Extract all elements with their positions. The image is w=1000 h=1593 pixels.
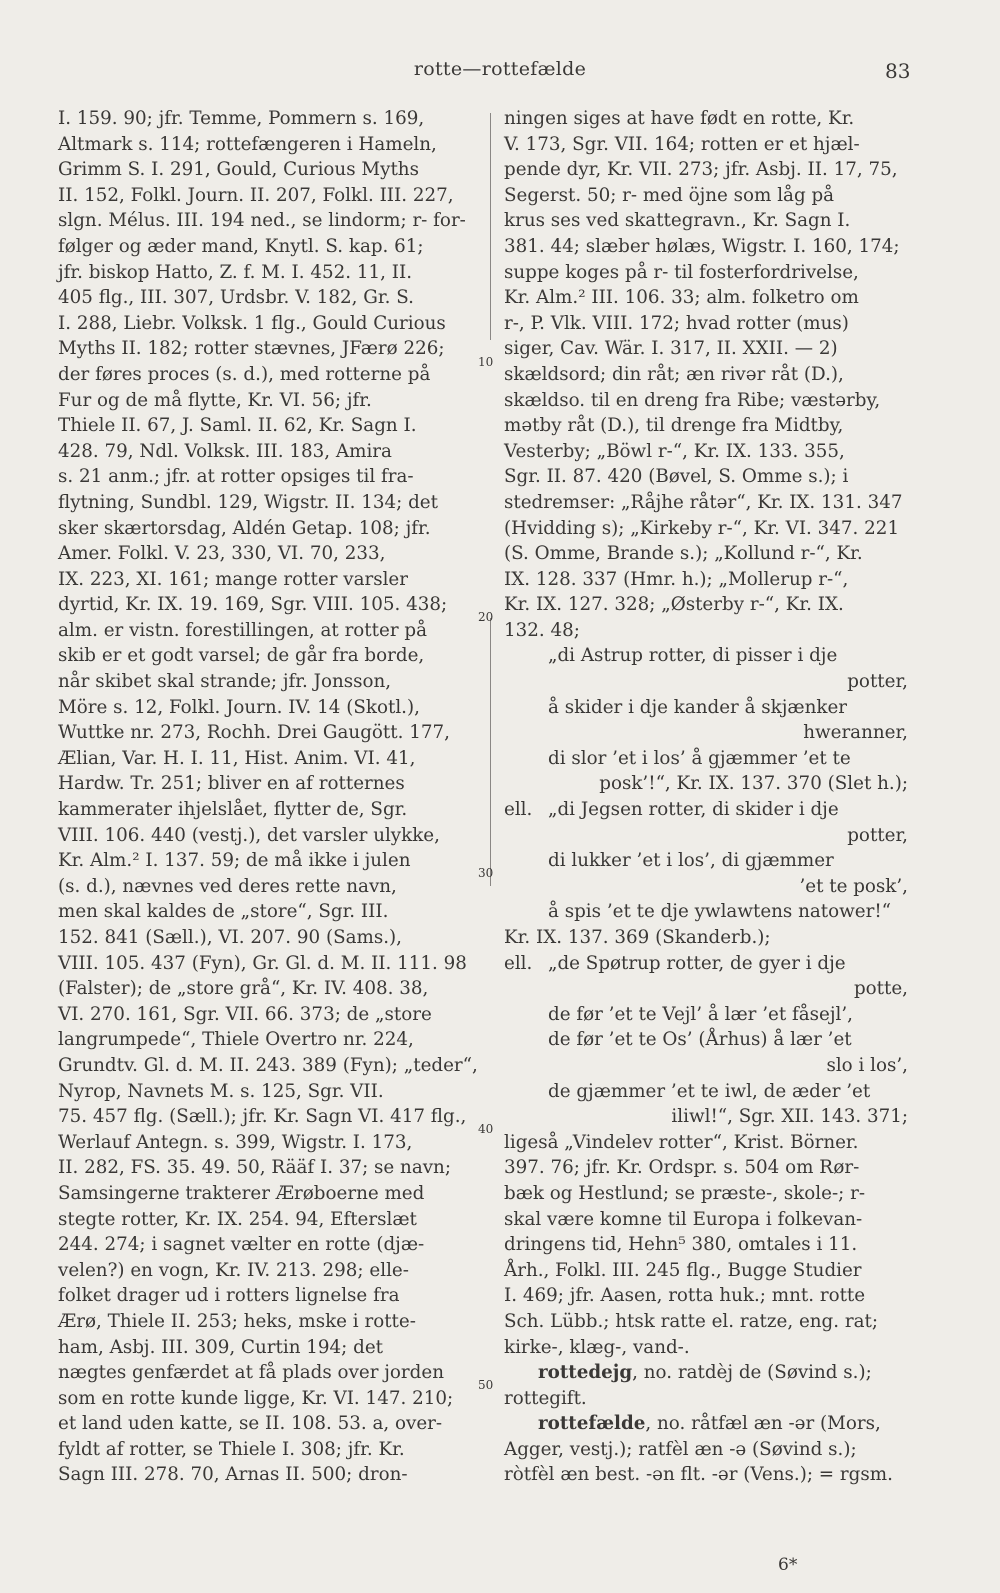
text-line: r-, P. Vlk. VIII. 172; hvad rotter (mus) <box>504 312 849 334</box>
text-line: Möre s. 12, Folkl. Journ. IV. 14 (Skotl.), <box>58 696 420 718</box>
text-line: folket drager ud i rotters lignelse fra <box>58 1285 400 1307</box>
text-line: bæk og Hestlund; se præste-, skole-; r- <box>504 1182 866 1204</box>
text-line: der føres proces (s. d.), med rotterne på <box>58 363 431 385</box>
text-line: Ælian, Var. H. I. 11, Hist. Anim. VI. 41, <box>58 747 416 769</box>
text-line: II. 282, FS. 35. 49. 50, Rääf I. 37; se navn; <box>58 1157 451 1179</box>
text-line: 381. 44; slæber hølæs, Wigstr. I. 160, 174; <box>504 235 900 257</box>
text-line: sker skærtorsdag, Aldén Getap. 108; jfr. <box>58 517 431 539</box>
text-line: flytning, Sundbl. 129, Wigstr. II. 134; det <box>58 491 438 513</box>
text-line: IX. 223, XI. 161; mange rotter varsler <box>58 568 408 590</box>
text-line: Grimm S. I. 291, Gould, Curious Myths <box>58 159 419 181</box>
text-line: jfr. biskop Hatto, Z. f. M. I. 452. 11, II. <box>58 261 413 283</box>
verse-line <box>504 797 926 823</box>
text-line: dringens tid, Hehn⁵ 380, omtales i 11. <box>504 1234 858 1256</box>
verse-line: slo i los’, <box>826 1054 908 1076</box>
verse-line: di lukker ’et i los’, di gjæmmer <box>548 850 834 872</box>
text-line: men skal kaldes de „store“, Sgr. III. <box>58 901 389 923</box>
text-line: Segerst. 50; r- med öjne som låg på <box>504 184 835 206</box>
text-line: ròtfèl æn best. -ən flt. -ər (Vens.); = rgsm. <box>504 1464 893 1486</box>
verse-text: „di Jegsen rotter, di skider i dje <box>548 799 839 821</box>
line-number: 10 <box>478 355 494 369</box>
text-line: siger, Cav. Wär. I. 317, II. XXII. — 2) <box>504 338 838 360</box>
text-line: følger og æder mand, Knytl. S. kap. 61; <box>58 235 424 257</box>
text-line: Amer. Folkl. V. 23, 330, VI. 70, 233, <box>58 543 386 565</box>
text-line: kirke-, klæg-, vand-. <box>504 1336 690 1358</box>
verse-line: ’et te posk’, <box>799 875 908 897</box>
left-column <box>58 106 478 1488</box>
text-line: s. 21 anm.; jfr. at rotter opsiges til fra- <box>58 466 414 488</box>
text-line: Altmark s. 114; rottefængeren i Hameln, <box>58 133 437 155</box>
text-line: 428. 79, Ndl. Volksk. III. 183, Amira <box>58 440 392 462</box>
text-line: VIII. 106. 440 (vestj.), det varsler ulykke, <box>58 824 440 846</box>
text-line: når skibet skal strande; jfr. Jonsson, <box>58 671 392 693</box>
entry-text: , no. ratdèj de (Søvind s.); <box>632 1362 872 1384</box>
text-line: Werlauf Antegn. s. 399, Wigstr. I. 173, <box>58 1131 413 1153</box>
verse-line: iliwl!“, Sgr. XII. 143. 371; <box>671 1106 908 1128</box>
text-line: V. 173, Sgr. VII. 164; rotten er et hjæl- <box>504 133 860 155</box>
text-line: Sgr. II. 87. 420 (Bøvel, S. Omme s.); i <box>504 466 849 488</box>
line-number: 30 <box>478 866 494 880</box>
text-line: Hardw. Tr. 251; bliver en af rotternes <box>58 773 405 795</box>
text-line: ligeså „Vindelev rotter“, Krist. Börner. <box>504 1131 859 1153</box>
text-line: II. 152, Folkl. Journ. II. 207, Folkl. III. 227, <box>58 184 454 206</box>
text-line: (Falster); de „store grå“, Kr. IV. 408. 38, <box>58 978 429 1000</box>
verse-line: hweranner, <box>803 722 908 744</box>
text-line: Sch. Lübb.; htsk ratte el. ratze, eng. rat; <box>504 1310 879 1332</box>
verse-line: potte, <box>853 978 908 1000</box>
text-line: fyldt af rotter, se Thiele I. 308; jfr. Kr. <box>58 1438 405 1460</box>
line-number: 40 <box>478 1122 494 1136</box>
text-line: nægtes genfærdet at få plads over jorden <box>58 1362 444 1384</box>
text-line: (Hvidding s); „Kirkeby r-“, Kr. VI. 347. 221 <box>504 517 900 539</box>
verse-line: „di Astrup rotter, di pisser i dje <box>548 645 838 667</box>
column-divider <box>490 618 491 886</box>
text-line: 75. 457 flg. (Sæll.); jfr. Kr. Sagn VI. 417 flg., <box>58 1106 467 1128</box>
text-line: Wuttke nr. 273, Rochh. Drei Gaugött. 177, <box>58 722 450 744</box>
text-line: skældso. til en dreng fra Ribe; væstərby, <box>504 389 881 411</box>
text-line: (s. d.), nævnes ved deres rette navn, <box>58 875 397 897</box>
verse-line: å skider i dje kander å skjænker <box>548 696 847 718</box>
line-number: 50 <box>478 1378 494 1392</box>
text-line: dyrtid, Kr. IX. 19. 169, Sgr. VIII. 105. 438; <box>58 594 448 616</box>
text-line: ningen siges at have født en rotte, Kr. <box>504 108 855 129</box>
text-line: Årh., Folkl. III. 245 flg., Bugge Studier <box>504 1259 862 1281</box>
column-divider <box>490 113 491 340</box>
text-line: I. 159. 90; jfr. Temme, Pommern s. 169, <box>58 108 425 129</box>
text-line: Sagn III. 278. 70, Arnas II. 500; dron- <box>58 1464 408 1486</box>
text-line: skældsord; din råt; æn rivər råt (D.), <box>504 363 844 385</box>
text-line: som en rotte kunde ligge, Kr. VI. 147. 210; <box>58 1387 454 1409</box>
text-line: et land uden katte, se II. 108. 53. a, over- <box>58 1413 443 1435</box>
text-line: krus ses ved skattegravn., Kr. Sagn I. <box>504 210 851 232</box>
text-line: ham, Asbj. III. 309, Curtin 194; det <box>58 1336 384 1358</box>
text-line: velen?) en vogn, Kr. IV. 213. 298; elle- <box>58 1259 409 1281</box>
text-line: Ærø, Thiele II. 253; heks, mske i rotte- <box>58 1310 416 1332</box>
entry-rottefaelde <box>504 1411 926 1437</box>
text-line: kammerater ihjelslået, flytter de, Sgr. <box>58 799 408 821</box>
entry-text: , no. råtfæl æn -ər (Mors, <box>645 1413 881 1435</box>
headword: rottefælde <box>538 1413 646 1435</box>
text-line: Grundtv. Gl. d. M. II. 243. 389 (Fyn); „teder“, <box>58 1054 478 1076</box>
verse-line: de før ’et te Vejl’ å lær ’et fåsejl’, <box>548 1003 853 1025</box>
right-column <box>504 106 926 1488</box>
text-line: Kr. IX. 137. 369 (Skanderb.); <box>504 927 771 948</box>
verse-line: de gjæmmer ’et te iwl, de æder ’et <box>548 1080 871 1102</box>
headword: rottedejg <box>538 1362 633 1384</box>
verse-line: potter, <box>847 671 908 693</box>
text-line: stedremser: „Råjhe råtər“, Kr. IX. 131. 347 <box>504 491 903 513</box>
text-line: 397. 76; jfr. Kr. Ordspr. s. 504 om Rør- <box>504 1157 860 1179</box>
text-line: (S. Omme, Brande s.); „Kollund r-“, Kr. <box>504 543 863 565</box>
text-line: skib er et godt varsel; de går fra borde, <box>58 645 425 667</box>
verse-line: de før ’et te Os’ (Århus) å lær ’et <box>548 1029 852 1051</box>
text-line: 152. 841 (Sæll.), VI. 207. 90 (Sams.), <box>58 927 402 948</box>
text-line: VIII. 105. 437 (Fyn), Gr. Gl. d. M. II. 111. 98 <box>58 952 467 974</box>
text-line: stegte rotter, Kr. IX. 254. 94, Efterslæt <box>58 1208 417 1230</box>
verse-text: „de Spøtrup rotter, de gyer i dje <box>548 952 846 974</box>
entry-rottegift: rottegift. <box>504 1387 587 1409</box>
verse-line <box>504 951 926 977</box>
text-line: suppe koges på r- til fosterfordrivelse, <box>504 261 859 283</box>
verse-line: di slor ’et i los’ å gjæmmer ’et te <box>548 747 851 769</box>
text-line: Fur og de må flytte, Kr. VI. 56; jfr. <box>58 389 372 411</box>
text-line: pende dyr, Kr. VII. 273; jfr. Asbj. II. 17, 75, <box>504 159 898 181</box>
line-number: 20 <box>478 610 494 624</box>
verse-line: å spis ’et te dje ywlawtens natower!“ <box>548 901 892 923</box>
text-line: Thiele II. 67, J. Saml. II. 62, Kr. Sagn I. <box>58 415 417 437</box>
ell-label: ell. <box>504 952 533 974</box>
text-line: Myths II. 182; rotter stævnes, JFærø 226; <box>58 338 445 360</box>
text-line: Samsingerne trakterer Ærøboerne med <box>58 1182 425 1204</box>
text-line: Kr. Alm.² III. 106. 33; alm. folketro om <box>504 287 859 309</box>
text-line: skal være komne til Europa i folkevan- <box>504 1208 863 1230</box>
text-line: IX. 128. 337 (Hmr. h.); „Mollerup r-“, <box>504 568 849 590</box>
text-line: VI. 270. 161, Sgr. VII. 66. 373; de „store <box>58 1003 432 1025</box>
verse-line: posk’!“, Kr. IX. 137. 370 (Slet h.); <box>599 773 908 795</box>
text-line: I. 469; jfr. Aasen, rotta huk.; mnt. rotte <box>504 1285 866 1307</box>
text-line: 405 flg., III. 307, Urdsbr. V. 182, Gr. S. <box>58 287 414 309</box>
text-line: I. 288, Liebr. Volksk. 1 flg., Gould Curious <box>58 312 446 334</box>
text-line: Vesterby; „Böwl r-“, Kr. IX. 133. 355, <box>504 440 845 462</box>
text-line: 132. 48; <box>504 619 580 641</box>
text-line: 244. 274; i sagnet vælter en rotte (djæ- <box>58 1234 425 1256</box>
text-line: langrumpede“, Thiele Overtro nr. 224, <box>58 1029 414 1051</box>
text-line: Kr. IX. 127. 328; „Østerby r-“, Kr. IX. <box>504 594 844 616</box>
page-number: 83 <box>885 59 911 83</box>
entry-rottedejg <box>504 1360 926 1386</box>
text-line: slgn. Mélus. III. 194 ned., se lindorm; r- for- <box>58 210 466 232</box>
running-head: rotte—rottefælde <box>413 58 587 80</box>
text-line: mətby råt (D.), til drenge fra Midtby, <box>504 415 844 437</box>
text-line: Kr. Alm.² I. 137. 59; de må ikke i julen <box>58 850 411 872</box>
verse-line: potter, <box>847 824 908 846</box>
signature-mark: 6* <box>778 1555 798 1575</box>
ell-label: ell. <box>504 799 533 821</box>
text-line: Agger, vestj.); ratfèl æn -ə (Søvind s.); <box>504 1438 857 1460</box>
text-line: Nyrop, Navnets M. s. 125, Sgr. VII. <box>58 1080 384 1102</box>
text-line: alm. er vistn. forestillingen, at rotter på <box>58 619 427 641</box>
